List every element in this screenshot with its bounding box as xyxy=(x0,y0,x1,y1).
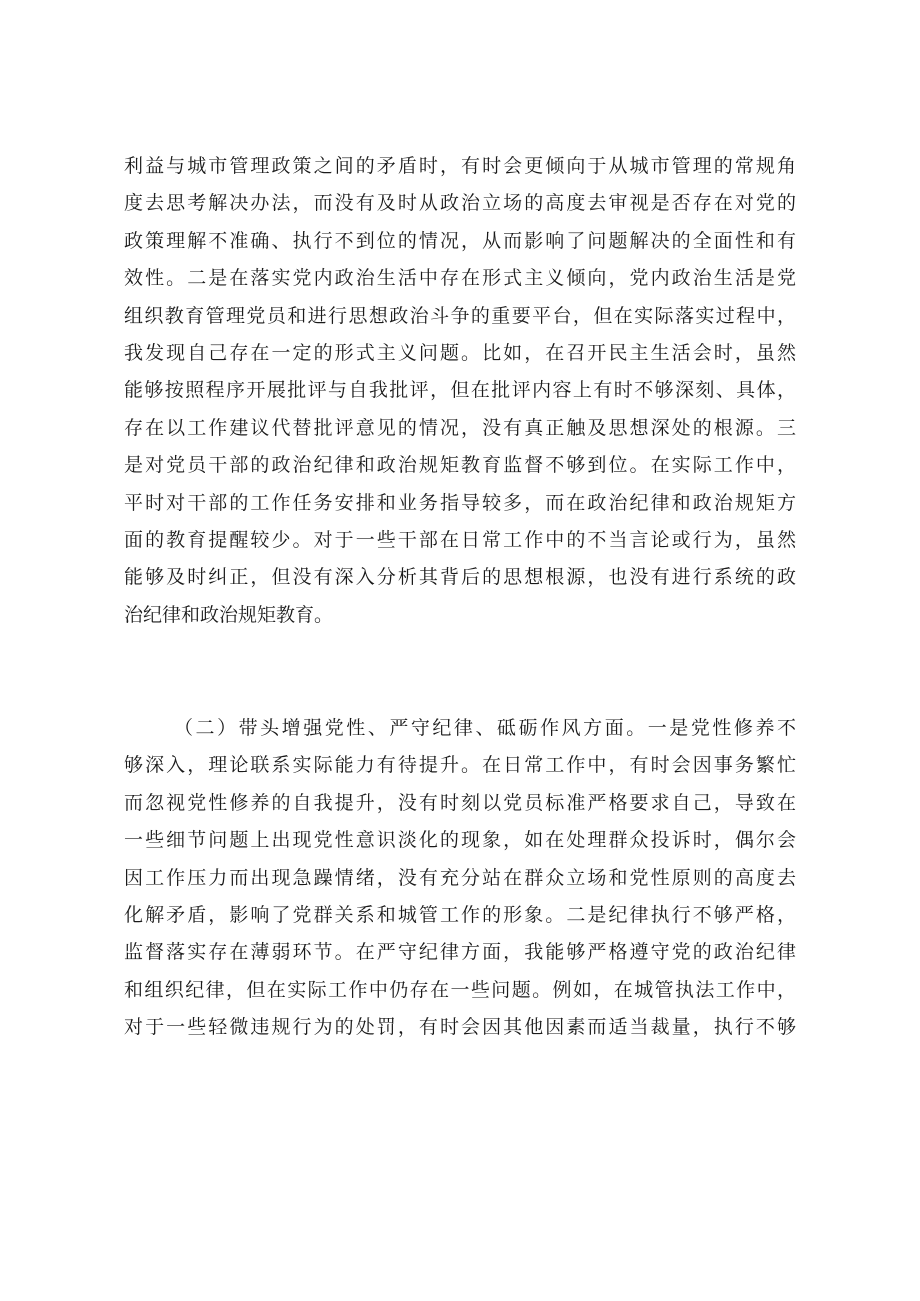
text-line: 我发现自己存在一定的形式主义问题。比如，在召开民主生活会时，虽然 xyxy=(124,341,796,364)
text-line: 面的教育提醒较少。对于一些干部在日常工作中的不当言论或行为，虽然 xyxy=(124,528,796,551)
text-line: 存在以工作建议代替批评意见的情况，没有真正触及思想深处的根源。三 xyxy=(124,416,796,439)
text-line: 治纪律和政治规矩教育。 xyxy=(124,603,334,626)
text-line: 是对党员干部的政治纪律和政治规矩教育监督不够到位。在实际工作中， xyxy=(124,454,796,477)
text-line: 度去思考解决办法，而没有及时从政治立场的高度去审视是否存在对党的 xyxy=(124,192,796,215)
paragraph-1 xyxy=(124,148,796,634)
text-line: 对于一些轻微违规行为的处罚，有时会因其他因素而适当裁量，执行不够 xyxy=(124,1016,796,1039)
text-line: 一些细节问题上出现党性意识淡化的现象，如在处理群众投诉时，偶尔会 xyxy=(124,829,796,852)
text-line: 够深入，理论联系实际能力有待提升。在日常工作中，有时会因事务繁忙 xyxy=(124,754,796,777)
text-line: 能够及时纠正，但没有深入分析其背后的思想根源，也没有进行系统的政 xyxy=(124,566,796,589)
text-line: 和组织纪律，但在实际工作中仍存在一些问题。例如，在城管执法工作中， xyxy=(124,978,796,1001)
text-line: 利益与城市管理政策之间的矛盾时，有时会更倾向于从城市管理的常规角 xyxy=(124,155,796,177)
text-line: 化解矛盾，影响了党群关系和城管工作的形象。二是纪律执行不够严格， xyxy=(124,903,796,926)
text-line: 因工作压力而出现急躁情绪，没有充分站在群众立场和党性原则的高度去 xyxy=(124,866,796,889)
text-line: 平时对干部的工作任务安排和业务指导较多，而在政治纪律和政治规矩方 xyxy=(124,491,796,514)
text-line: 效性。二是在落实党内政治生活中存在形式主义倾向，党内政治生活是党 xyxy=(124,267,796,290)
section-heading-line: （二）带头增强党性、严守纪律、砥砺作风方面。一是党性修养不 xyxy=(174,717,796,739)
paragraph-2 xyxy=(124,710,796,1047)
text-line: 政策理解不准确、执行不到位的情况，从而影响了问题解决的全面性和有 xyxy=(124,229,796,252)
text-line: 监督落实存在薄弱环节。在严守纪律方面，我能够严格遵守党的政治纪律 xyxy=(124,941,796,964)
text-line: 组织教育管理党员和进行思想政治斗争的重要平台，但在实际落实过程中， xyxy=(124,304,796,327)
text-line: 而忽视党性修养的自我提升，没有时刻以党员标准严格要求自己，导致在 xyxy=(124,791,796,814)
text-line: 能够按照程序开展批评与自我批评，但在批评内容上有时不够深刻、具体， xyxy=(124,379,796,402)
